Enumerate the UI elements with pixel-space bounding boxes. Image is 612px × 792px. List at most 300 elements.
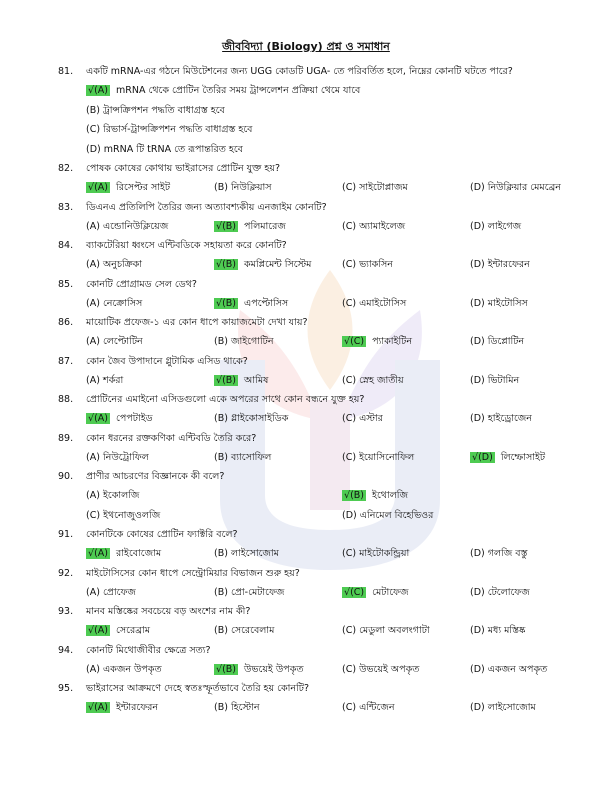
option [342, 448, 470, 468]
option-list [58, 409, 598, 429]
option-letter: (A) [86, 586, 100, 598]
option-label [86, 182, 110, 193]
check-mark-icon: √ [216, 297, 223, 309]
option-text: প্রোফেজ [102, 586, 136, 598]
correct-option [470, 448, 598, 468]
option-text: পলিমারেজ [244, 220, 286, 232]
option [470, 255, 598, 275]
option-text: এপপ্টোসিস [244, 297, 289, 309]
option-list [58, 660, 598, 680]
option-label [86, 510, 100, 521]
option [342, 698, 470, 718]
option-letter: (D) [470, 297, 485, 309]
option-label [214, 298, 238, 309]
option-label [470, 375, 485, 386]
option-letter: (B) [214, 413, 228, 424]
question-number: 82. [58, 163, 74, 174]
option-letter: (B) [222, 220, 236, 232]
option-text: নিউট্রোফিল [102, 451, 149, 463]
option-text: গলজি বস্তু [487, 548, 528, 559]
question-stem [58, 429, 598, 448]
option [342, 217, 470, 237]
correct-option [342, 486, 598, 506]
option-label [342, 548, 356, 559]
option-text: হিস্টোন [230, 702, 260, 713]
option-letter: (A) [94, 182, 108, 193]
option-letter: (B) [222, 663, 236, 675]
option-label [342, 221, 356, 232]
option-label [214, 259, 238, 270]
question-stem [58, 564, 598, 583]
question-stem [58, 198, 598, 217]
option [214, 409, 342, 429]
page-title: জীববিদ্যা (Biology) প্রশ্ন ও সমাধান [222, 40, 390, 53]
option-list [58, 621, 598, 641]
option-letter: (D) [86, 143, 101, 155]
option-label [470, 664, 485, 675]
option-label [86, 702, 110, 713]
option-label [470, 259, 485, 270]
question-number: 94. [58, 644, 74, 656]
check-mark-icon: √ [216, 374, 223, 386]
check-mark-icon: √ [216, 663, 223, 675]
correct-option [214, 255, 342, 275]
option-label [342, 298, 356, 309]
correct-option [342, 332, 470, 352]
option-list [58, 332, 598, 352]
question-text: একটি mRNA-এর গঠনে মিউটেশনের জন্য UGG কোডটি UGA- তে পরিবর্তিত হলে, নিম্নের কোনটি ঘটতে পারে? [86, 66, 513, 77]
option-label [470, 702, 485, 713]
option-letter: (C) [342, 413, 357, 424]
check-mark-icon: √ [88, 702, 95, 713]
option-label [342, 413, 356, 424]
option-letter: (B) [86, 104, 100, 116]
option-text: লাইসোজোম [230, 548, 279, 559]
option-label [214, 548, 228, 559]
option-label [86, 221, 100, 232]
option-text: সেরেব্রাম [116, 625, 150, 636]
option [86, 120, 598, 140]
option [342, 544, 470, 564]
option-text: মেটাফেজ [372, 586, 409, 598]
option [86, 294, 214, 314]
option-label [342, 259, 356, 270]
check-mark-icon: √ [88, 548, 95, 559]
option-label [86, 664, 100, 675]
option-list [58, 698, 598, 718]
option [86, 101, 598, 121]
option-letter: (D) [470, 182, 485, 193]
question-item [58, 564, 598, 603]
option-text: ব্যাসোফিল [230, 451, 272, 463]
option-text: উভয়েই অপকৃত [359, 663, 420, 675]
option-label [470, 336, 485, 347]
option-text: রাইবোজোম [116, 548, 162, 559]
option-letter: (A) [86, 663, 100, 675]
check-mark-icon: √ [88, 625, 95, 636]
question-stem [58, 525, 598, 544]
option-text: উভয়েই উপকৃত [244, 663, 304, 675]
option-letter: (A) [86, 259, 100, 270]
option-text: রিসেপ্টর সাইট [116, 182, 171, 193]
question-number: 91. [58, 529, 74, 540]
option-text: লেপ্টোটিন [102, 336, 143, 347]
correct-option [86, 81, 598, 101]
option-letter: (C) [342, 625, 357, 636]
option [342, 621, 470, 641]
option-letter: (A) [86, 297, 100, 309]
option-letter: (D) [470, 336, 485, 347]
option-letter: (A) [94, 85, 108, 96]
correct-option [86, 178, 214, 198]
option-label [342, 452, 356, 463]
option-text: এন্টিজেন [359, 702, 395, 713]
option-label [86, 124, 100, 135]
option-list [58, 294, 598, 314]
option-label [86, 548, 110, 559]
option-text: পেপটাইড [116, 413, 153, 424]
option [214, 448, 342, 468]
correct-option [214, 217, 342, 237]
question-stem [58, 62, 598, 81]
option-letter: (B) [214, 451, 228, 463]
question-number: 84. [58, 240, 74, 251]
option-label [86, 490, 100, 501]
option [86, 583, 214, 603]
option-list [58, 371, 598, 391]
correct-option [214, 294, 342, 314]
option-label [342, 490, 366, 501]
option-letter: (B) [214, 702, 228, 713]
option-label [214, 336, 228, 347]
option-text: এমাইটোসিস [359, 297, 407, 309]
option-text: জাইগোটিন [230, 336, 274, 347]
option-letter: (B) [214, 548, 228, 559]
option-text: ইয়োসিনোফিল [359, 451, 415, 463]
question-item [58, 313, 598, 352]
check-mark-icon: √ [88, 413, 95, 424]
option-letter: (B) [214, 336, 228, 347]
option [214, 698, 342, 718]
option [214, 583, 342, 603]
correct-option [86, 698, 214, 718]
correct-option [214, 660, 342, 680]
option-text: অনুচক্রিকা [102, 259, 143, 270]
option-text: ইকোলজি [102, 490, 140, 501]
option-label [470, 452, 495, 463]
question-number: 87. [58, 355, 74, 367]
option-list [58, 178, 598, 198]
option-label [470, 548, 485, 559]
option [470, 332, 598, 352]
question-number: 95. [58, 683, 74, 694]
option-text: mRNA থেকে প্রোটিন তৈরির সময় ট্রান্সলেশন প্রক্রিয়া থেমে যাবে [116, 85, 361, 96]
option-text: টেলোফেজ [487, 586, 530, 598]
option [86, 486, 342, 506]
option [342, 255, 470, 275]
correct-option [214, 371, 342, 391]
option-letter: (C) [350, 586, 365, 598]
option-label [214, 452, 228, 463]
question-item [58, 275, 598, 314]
option [86, 332, 214, 352]
option-text: আমিষ [244, 374, 269, 386]
option-text: লাইগেজ [487, 220, 522, 232]
check-mark-icon: √ [216, 220, 223, 232]
check-mark-icon: √ [344, 586, 351, 598]
option [342, 660, 470, 680]
option [86, 660, 214, 680]
option-text: প্রো-মেটাফেজ [230, 586, 285, 598]
option-list [58, 544, 598, 564]
question-number: 83. [58, 201, 74, 213]
option-letter: (B) [222, 259, 236, 270]
correct-option [342, 583, 470, 603]
correct-option [86, 544, 214, 564]
option-letter: (B) [214, 586, 228, 598]
option-label [86, 625, 110, 636]
option [470, 217, 598, 237]
question-text: ব্যাকটেরিয়া ধ্বংসে এন্টিবডিকে সহায়তা করে কোনটি? [86, 240, 287, 251]
option-list [58, 583, 598, 603]
option [342, 371, 470, 391]
option-letter: (D) [342, 509, 357, 521]
option [470, 371, 598, 391]
question-text: কোনটিকে কোষের প্রোটিন ফ্যাক্টরি বলে? [86, 529, 238, 540]
option-text: ভিটামিন [487, 374, 520, 386]
question-stem [58, 275, 598, 294]
option [470, 583, 598, 603]
option-letter: (D) [470, 702, 485, 713]
option-label [86, 336, 100, 347]
option-text: এস্টার [359, 413, 383, 424]
option-letter: (B) [222, 297, 236, 309]
check-mark-icon: √ [344, 490, 351, 501]
question-stem [58, 679, 598, 698]
option-label [470, 182, 485, 193]
option [86, 506, 342, 526]
option-letter: (A) [94, 625, 108, 636]
option-list [58, 81, 598, 159]
question-item [58, 429, 598, 468]
option-letter: (A) [86, 374, 100, 386]
check-mark-icon: √ [88, 182, 95, 193]
option-text: একজন অপকৃত [487, 663, 548, 675]
option-letter: (A) [86, 336, 100, 347]
option-label [470, 587, 485, 598]
question-text: প্রোটিনের এমাইনো এসিডগুলো একে অপরের সাথে কোন বন্ধনে যুক্ত হয়? [86, 394, 365, 405]
option [342, 178, 470, 198]
option-text: ইথনোজুওলজি [103, 509, 161, 521]
option [86, 371, 214, 391]
option-label [342, 587, 366, 598]
option-text: মেডুলা অবলংগাটা [359, 625, 430, 636]
option-text: প্যাকাইটিন [372, 336, 413, 347]
question-item [58, 159, 598, 198]
option [342, 409, 470, 429]
option-list [58, 486, 598, 525]
option-letter: (C) [342, 297, 357, 309]
option-label [214, 375, 238, 386]
option-label [86, 85, 110, 96]
option-text: কমপ্লিমেন্ট সিস্টেম [244, 259, 312, 270]
option-text: ভ্যাকসিন [359, 259, 393, 270]
option-label [86, 413, 110, 424]
check-mark-icon: √ [88, 85, 95, 96]
option-letter: (C) [86, 509, 101, 521]
question-stem [58, 390, 598, 409]
option-letter: (C) [86, 124, 101, 135]
question-stem [58, 602, 598, 621]
option-text: লিম্ফোসাইট [500, 451, 546, 463]
option-letter: (A) [94, 413, 108, 424]
option-letter: (D) [470, 220, 485, 232]
question-number: 88. [58, 394, 74, 405]
option [470, 294, 598, 314]
option-label [342, 336, 366, 347]
option-text: ইন্টারফেরন [487, 259, 530, 270]
question-number: 89. [58, 432, 74, 444]
question-item [58, 679, 598, 718]
question-number: 93. [58, 606, 74, 617]
question-stem [58, 159, 598, 178]
option-label [86, 375, 100, 386]
question-number: 86. [58, 317, 74, 328]
option-label [86, 587, 100, 598]
option-text: মাইটোকন্ড্রিয়া [359, 548, 410, 559]
option [470, 621, 598, 641]
question-item [58, 198, 598, 237]
option-label [470, 298, 485, 309]
option-letter: (D) [470, 259, 485, 270]
option-label [470, 221, 485, 232]
option-text: ইথোলজি [372, 490, 408, 501]
option-list [58, 217, 598, 237]
option-letter: (A) [94, 548, 108, 559]
option-text: নিউক্লিয়ার মেমব্রেন [487, 182, 561, 193]
option-label [214, 587, 228, 598]
option-label [214, 664, 238, 675]
option-label [86, 105, 100, 116]
option-letter: (D) [470, 374, 485, 386]
option-label [342, 375, 356, 386]
option [86, 140, 598, 160]
option-text: মধ্য মস্তিষ্ক [487, 625, 526, 636]
correct-option [86, 409, 214, 429]
option-text: স্নেহ জাতীয় [359, 374, 404, 386]
check-mark-icon: √ [472, 451, 479, 463]
option-label [86, 144, 101, 155]
question-text: ডিএনএ প্রতিলিপি তৈরির জন্য অত্যাবশ্যকীয় এনজাইম কোনটি? [86, 201, 327, 213]
question-stem [58, 236, 598, 255]
option-text: অ্যামাইলেজ [359, 220, 406, 232]
question-item [58, 236, 598, 275]
question-item [58, 525, 598, 564]
option-letter: (A) [86, 490, 100, 501]
option [86, 255, 214, 275]
option-letter: (C) [342, 259, 357, 270]
question-number: 90. [58, 471, 74, 482]
option-label [214, 702, 228, 713]
option [214, 332, 342, 352]
option [86, 448, 214, 468]
option-label [214, 182, 228, 193]
option-text: mRNA টি tRNA তে রূপান্তরিত হবে [103, 143, 243, 155]
option-text: নেক্রোসিস [102, 297, 143, 309]
option-label [342, 702, 356, 713]
option-text: রিভার্স-ট্রান্সক্রিপশন পদ্ধতি বাধাগ্রস্ত হবে [103, 124, 253, 135]
option-letter: (D) [470, 625, 485, 636]
option-letter: (A) [94, 702, 108, 713]
option-label [342, 625, 356, 636]
option-text: সাইটোপ্লাজম [359, 182, 408, 193]
option-label [86, 452, 100, 463]
option-label [86, 298, 100, 309]
option [342, 506, 598, 526]
question-stem [58, 313, 598, 332]
option [342, 294, 470, 314]
option-text: শর্করা [102, 374, 124, 386]
option-letter: (C) [342, 374, 357, 386]
option [470, 698, 598, 718]
option [470, 178, 598, 198]
option [470, 544, 598, 564]
question-item [58, 641, 598, 680]
option-label [214, 413, 228, 424]
option-letter: (C) [342, 451, 357, 463]
option-text: একজন উপকৃত [102, 663, 162, 675]
option-label [342, 182, 356, 193]
option-label [342, 510, 357, 521]
option-letter: (D) [470, 586, 485, 598]
option-text: ইন্টারফেরন [116, 702, 159, 713]
option-label [342, 664, 356, 675]
question-text: ভাইরাসের আক্রমণে দেহে স্বতঃস্ফূর্তভাবে তৈরি হয় কোনটি? [86, 683, 310, 694]
option-letter: (D) [470, 663, 485, 675]
option-text: হাইড্রোজেন [487, 413, 532, 424]
option-text: নিউক্লিয়াস [230, 182, 272, 193]
option-letter: (B) [222, 374, 236, 386]
question-stem [58, 641, 598, 660]
option-text: এন্ডোনিউক্লিয়েজ [102, 220, 169, 232]
option-letter: (C) [342, 548, 357, 559]
question-text: প্রাণীর আচরণের বিজ্ঞানকে কী বলে? [86, 471, 225, 482]
question-item [58, 62, 598, 159]
check-mark-icon: √ [344, 336, 351, 347]
check-mark-icon: √ [216, 259, 223, 270]
option [86, 217, 214, 237]
option-text: গ্লাইকোসাইডিক [230, 413, 289, 424]
option-label [470, 625, 485, 636]
question-item [58, 467, 598, 525]
option-text: ডিপ্লোটিন [487, 336, 525, 347]
option-list [58, 255, 598, 275]
option-list [58, 448, 598, 468]
option-letter: (B) [350, 490, 364, 501]
question-number: 85. [58, 278, 74, 290]
question-number: 92. [58, 567, 74, 579]
option-letter: (B) [214, 625, 228, 636]
option-letter: (C) [350, 336, 365, 347]
option-letter: (C) [342, 182, 357, 193]
question-text: মায়োটিক প্রফেজ-১ এর কোন ধাপে কায়াজমেটা দেখা যায়? [86, 317, 308, 328]
question-text: কোন ধরনের রক্তকণিকা এন্টিবডি তৈরি করে? [86, 432, 257, 444]
option-label [214, 625, 228, 636]
question-text: কোনটি মিথোজীবীর ক্ষেত্রে সত্য? [86, 644, 211, 656]
option-label [86, 259, 100, 270]
option [470, 660, 598, 680]
option-letter: (D) [470, 548, 485, 559]
